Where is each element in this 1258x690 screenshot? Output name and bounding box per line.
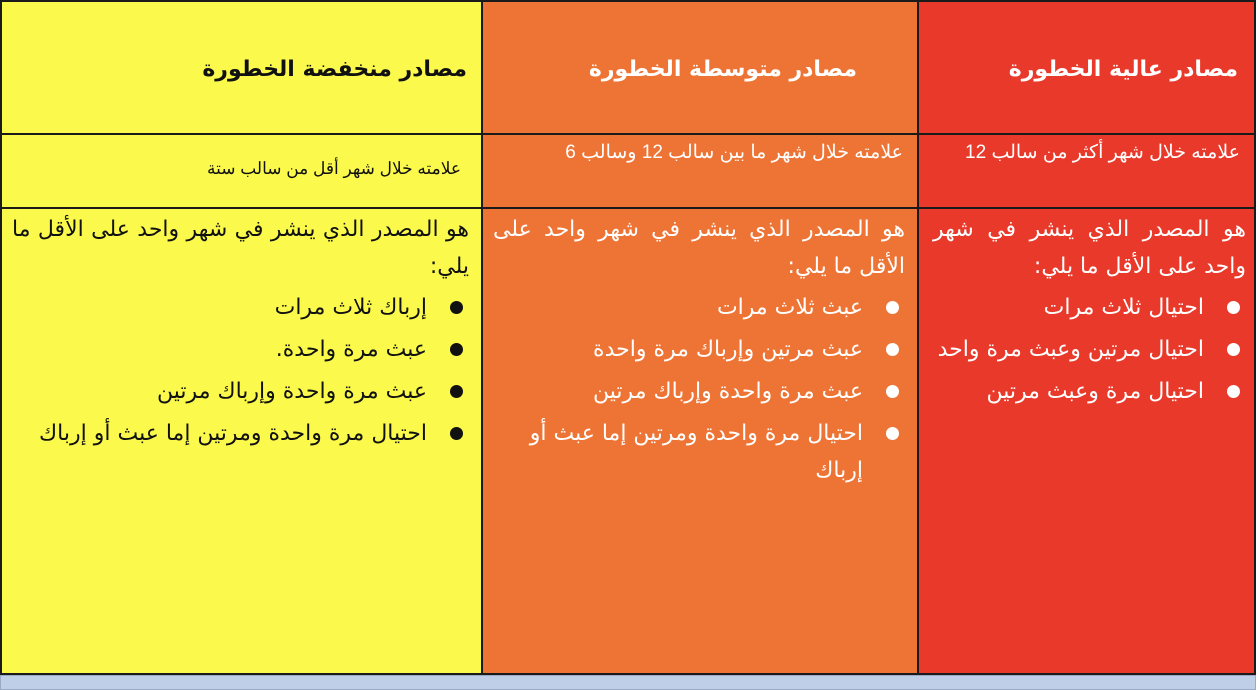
high-risk-title: مصادر عالية الخطورة xyxy=(1008,57,1238,82)
bullet-icon xyxy=(450,385,463,398)
high-risk-intro: هو المصدر الذي ينشر في شهر واحد على الأقل ما يلي: xyxy=(933,217,1246,279)
list-item-text: احتيال مرة وعبث مرتين xyxy=(986,379,1204,404)
low-risk-criterion: علامته خلال شهر أقل من سالب ستة xyxy=(207,159,461,178)
list-item xyxy=(12,289,427,326)
high-risk-bullet-list xyxy=(933,289,1246,410)
list-item xyxy=(933,289,1204,326)
medium-risk-criterion-cell xyxy=(482,134,918,208)
high-risk-header-cell xyxy=(918,1,1255,134)
low-risk-header-cell xyxy=(1,1,482,134)
bottom-caption-band xyxy=(0,675,1256,690)
list-item-text: عبث ثلاث مرات xyxy=(716,295,863,320)
high-risk-definition-cell xyxy=(918,208,1255,674)
list-item xyxy=(933,331,1204,368)
list-item-text: احتيال ثلاث مرات xyxy=(1043,295,1204,320)
bullet-icon xyxy=(886,427,899,440)
medium-risk-definition-cell xyxy=(482,208,918,674)
low-risk-bullet-list xyxy=(12,289,469,452)
bullet-icon xyxy=(450,301,463,314)
list-item xyxy=(12,373,427,410)
list-item xyxy=(493,415,863,489)
bullet-icon xyxy=(1227,343,1240,356)
bullet-icon xyxy=(886,343,899,356)
list-item-text: عبث مرة واحدة وإرباك مرتين xyxy=(593,379,863,404)
header-row xyxy=(1,1,1255,134)
low-risk-definition-cell xyxy=(1,208,482,674)
definition-row xyxy=(1,208,1255,674)
bullet-icon xyxy=(1227,301,1240,314)
low-risk-criterion-cell xyxy=(1,134,482,208)
list-item xyxy=(12,331,427,368)
bullet-icon xyxy=(450,343,463,356)
list-item xyxy=(933,373,1204,410)
bullet-icon xyxy=(886,301,899,314)
medium-risk-header-cell xyxy=(482,1,918,134)
list-item xyxy=(12,415,427,452)
list-item-text: عبث مرة واحدة وإرباك مرتين xyxy=(157,379,427,404)
medium-risk-intro: هو المصدر الذي ينشر في شهر واحد على الأقل ما يلي: xyxy=(493,217,905,279)
medium-risk-title: مصادر متوسطة الخطورة xyxy=(588,57,857,82)
list-item-text: عبث مرة واحدة. xyxy=(275,337,427,362)
list-item xyxy=(493,331,863,368)
medium-risk-bullet-list xyxy=(493,289,905,489)
criterion-row xyxy=(1,134,1255,208)
bullet-icon xyxy=(450,427,463,440)
bullet-icon xyxy=(886,385,899,398)
bullet-icon xyxy=(1227,385,1240,398)
medium-risk-criterion: علامته خلال شهر ما بين سالب 12 وسالب 6 xyxy=(565,142,903,163)
list-item-text: احتيال مرة واحدة ومرتين إما عبث أو إرباك xyxy=(529,421,863,483)
list-item-text: إرباك ثلاث مرات xyxy=(274,295,427,320)
low-risk-title: مصادر منخفضة الخطورة xyxy=(202,57,467,82)
list-item-text: احتيال مرة واحدة ومرتين إما عبث أو إرباك xyxy=(39,421,427,446)
low-risk-intro: هو المصدر الذي ينشر في شهر واحد على الأقل ما يلي: xyxy=(12,217,469,279)
list-item-text: عبث مرتين وإرباك مرة واحدة xyxy=(593,337,863,362)
high-risk-criterion: علامته خلال شهر أكثر من سالب 12 xyxy=(965,142,1240,163)
list-item xyxy=(493,373,863,410)
high-risk-criterion-cell xyxy=(918,134,1255,208)
list-item xyxy=(493,289,863,326)
list-item-text: احتيال مرتين وعبث مرة واحد xyxy=(937,337,1204,362)
